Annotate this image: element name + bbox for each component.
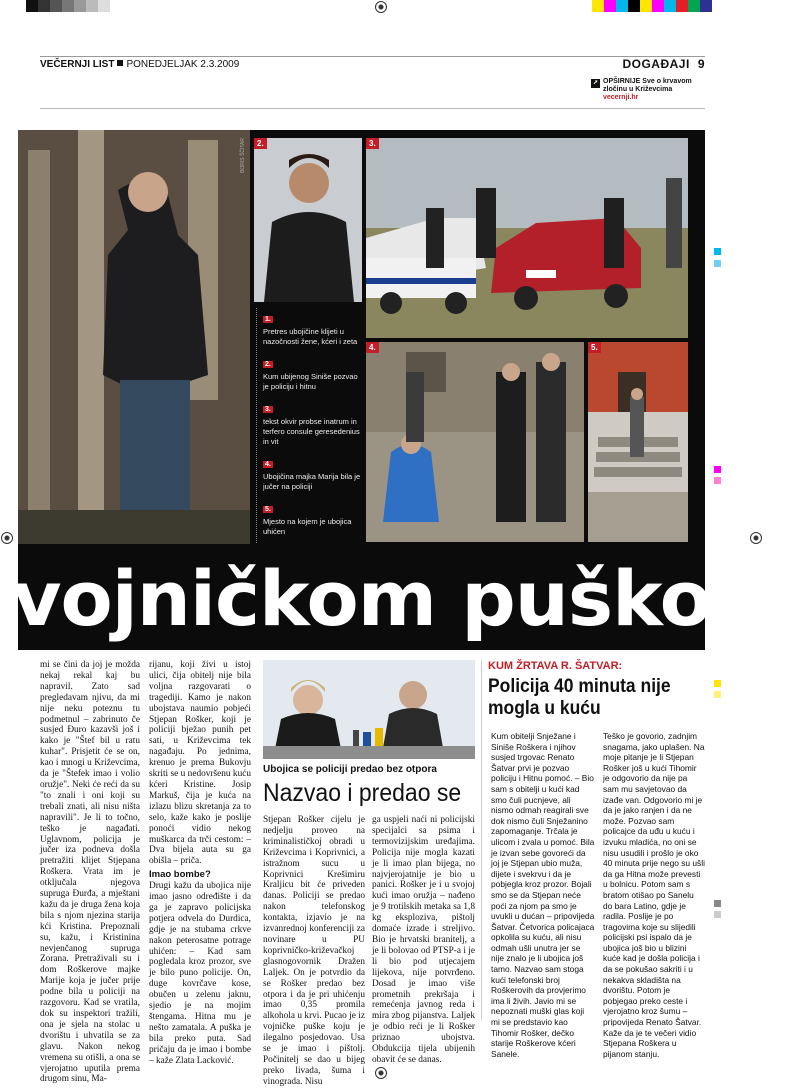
side-story-column-2: [603, 731, 705, 1059]
issue-date: PONEDJELJAK 2.3.2009: [126, 59, 240, 70]
section-name: DOGAĐAJI: [622, 57, 690, 71]
header-left: [40, 59, 239, 70]
color-swatch: [592, 0, 604, 12]
photo-block: [12, 130, 789, 650]
gray-swatch: [50, 0, 62, 12]
photo-man-with-shotgun-scene: [18, 130, 250, 544]
color-swatch: [712, 0, 724, 12]
registration-mark-right: [750, 532, 762, 544]
mid-story-column-1: [263, 815, 365, 1088]
registration-mark-bottom: [375, 1067, 387, 1079]
web-teaser-text: OPŠIRNIJE Sve o krvavom zločinu u Križevcima: [603, 78, 692, 93]
photo-3-illustration: [366, 138, 688, 338]
column-divider: [481, 660, 482, 1020]
color-swatch: [640, 0, 652, 12]
side-story-headline: Policija 40 minuta nije mogla u kuću: [488, 676, 671, 719]
web-teaser[interactable]: [592, 78, 705, 102]
header-rule: [40, 108, 705, 109]
caption-text: Pretres ubojičine klijeti u nazočnosti žene, kćeri i zeta: [263, 327, 358, 346]
page-header: [40, 56, 705, 74]
side-swatch-gray-2: [714, 911, 721, 918]
side-swatch-cyan-2: [714, 260, 721, 267]
color-swatch: [628, 0, 640, 12]
pointer-icon: ➚: [592, 80, 599, 86]
photo-kum-portrait: [254, 138, 362, 302]
photo-mother-on-chair: [366, 342, 584, 542]
caption-text: Kum ubijenog Siniše pozvao je policiju i hitnu: [263, 372, 358, 391]
photo-number-5: 5.: [588, 342, 601, 353]
caption-text: tekst okvir probse inatrum in terfero consule geresedenius in vit: [263, 417, 360, 446]
side-story-text-2: Teško je govorio, zadnjim snagama, jako uplašen. Na moje pitanje je li Stjepan Rošker još u kući Tihomir je odgovorio da nije pa sam mu savjetovao da izađe van. Odgovorio mi je da je jako ranjen i da ne može. Pozvao sam policajce da uđu u kuću i izvuku mladića, no oni se nisu usudili i prošlo je oko 40 minuta prije nego su ušli da ga Hitna može prevesti u bolnicu. Potom sam s bratom otišao po Sanelu do bara Latino, gdje je radila. Poslije je po tragovima koje su slijedili policijski psi ispalo da je ubojica još bio u blizini kuće kad je došla policija i da se pokušao sakriti i u nekakva skladišta na dvorištu. Potom je pobjegao preko ceste i vjerojatno kroz šumu – pripovijeda Renato Šatvar. Kaže da je te večeri vidio Stjepana Roškera u pijanom stanju.: [603, 731, 705, 1059]
side-swatch-cyan: [714, 248, 721, 255]
mid-story-text-1: Stjepan Rošker cijelu je nedjelju proveo na kriminalističkoj obradi u Križevcima i Koprivnici, a istražnom sucu u Koprivnici Krešimiru Kraljicu bit će priveden danas. Policiji se predao nakon telefonskog kontakta, izjavio je na izvanrednoj konferenciji za novinare u PU koprivničko-križevačkoj glasnogovornik Dražen Laljek. On je potvrdio da se Rošker predao bez otpora i da je pri uhićenju imao 0,35 promila alkohola u krvi. Pucao je iz vojničke puške koju je ilegalno posjedovao. Usa se je imao i pištolj. Počinitelj se dao u bijeg preko livada, šuma i vinograda. Nisu: [263, 815, 365, 1087]
side-swatch-yellow-2: [714, 691, 721, 698]
color-swatch: [676, 0, 688, 12]
photo-number-4: 4.: [366, 342, 379, 353]
process-color-bar: [592, 0, 724, 12]
photo-number-3: 3.: [366, 138, 379, 149]
page-number: 9: [697, 57, 705, 71]
color-swatch: [688, 0, 700, 12]
caption-number: 4.: [265, 461, 271, 468]
caption-number: 3.: [265, 406, 271, 413]
caption-number: 2.: [265, 361, 271, 368]
gray-swatch: [26, 0, 38, 12]
caption-number: 1.: [265, 316, 271, 323]
color-swatch: [700, 0, 712, 12]
main-story-text-3: Drugi kažu da ubojica nije imao jasno određište i da ga je zapravo policijska potjera odvela do Durdica, gdje je na stubama crkve nakon peterosatne potrage uhićen: – Kad sam pogledala kroz prozor, sve je bilo puno policije. On, duge kovrčave kose, obučen u zelenu jaknu, sjedio je na mojim štengama. Hitna mu je nešto zamatala. A puška je bila preko puta. Sad pričaju da je imao i bombe – kaže Zlata Lacković.: [149, 881, 251, 1066]
caption-3: [263, 398, 362, 447]
side-story-kicker: KUM ŽRTAVA R. ŠATVAR:: [488, 660, 623, 672]
side-story-text-1: Kum obitelji Snježane i Siniše Roškera i njihov susjed trgovac Renato Šatvar prvi je pozvao policiju i Hitnu pomoć. – Bio sam s obitelji u kući kad smo čuli pucnjeve, ali nismo odmah reagirali sve dok nismo čuli Snježanino zapomaganje. Trčala je ulicom i zvala u pomoć. Bila je izvan sebe govoreći da joj je Stjepan ubio muža, dijete i svekrvu i da je pobjegla kroz prozor. Bojali smo se da Stjepan neće poći za njom pa smo je uvukli u dućan – pripovijeda Šatvar. Četvorica policajaca opkolila su kuću, ali nisu odmah ušli unutra jer se nije znalo je li ubojica još tamo. Nazvao sam stoga kući telefonski broj Roškerovih da provjerimo ima li živih. Javio mi se nepoznati muški glas koji mi se predstavio kao Tihomir Rošker, dečko starije Roškerove kćeri Sanele.: [491, 731, 595, 1059]
gray-swatch: [62, 0, 74, 12]
caption-text: Ubojičina majka Marija bila je jučer na policiji: [263, 472, 361, 491]
side-swatch-gray: [714, 900, 721, 907]
side-story-column-1: [491, 731, 595, 1059]
main-story-column-1: [40, 660, 140, 1085]
main-story-text-2: rijanu, koji živi u istoj ulici, čija obitelj nije bila voljna razgovarati o tragediji. Kamo je nakon ubojstava naumio pobjeći Stjepan Rošker, koji je policiji bježao punih pet sati, u Križevcima tek nagađaju. Po jednima, krenuo je prema Bukovju skriti se u nedovršenu kuću kćeri Kristine. Josip Markuš, čija je kuća na izlazu blizu skretanja za to selo, kaže kako je poslije ponoći vidio nekog muškarca da trči cestom: – Dva bijela auta su ga obišla – priča.: [149, 660, 251, 867]
color-swatch: [652, 0, 664, 12]
mid-story-kicker: Ubojica se policiji predao bez otpora: [263, 764, 437, 775]
mid-story-headline: Nazvao i predao se: [263, 779, 462, 807]
header-square-icon: [117, 60, 123, 66]
press-conference-photo: [263, 660, 475, 759]
gray-swatch: [110, 0, 122, 12]
gray-swatch: [86, 0, 98, 12]
caption-2: [263, 353, 362, 392]
photo-captions: [256, 308, 362, 543]
color-swatch: [664, 0, 676, 12]
gray-swatch: [74, 0, 86, 12]
side-swatch-yellow: [714, 680, 721, 687]
registration-mark-top: [375, 1, 387, 13]
gray-swatch: [38, 0, 50, 12]
photo-arrest-location: [588, 342, 688, 542]
caption-1: [263, 308, 362, 347]
photo-4-illustration: [366, 342, 584, 542]
caption-4: [263, 453, 362, 492]
press-photo-illustration: [263, 660, 475, 759]
caption-number: 5.: [265, 506, 271, 513]
photo-5-illustration: [588, 342, 688, 542]
header-right: [622, 57, 705, 71]
caption-5: [263, 498, 362, 537]
big-headline: vojničkom puškom: [12, 554, 789, 643]
photo-2-illustration: [254, 138, 362, 302]
caption-text: Mjesto na kojem je ubojica uhićen: [263, 517, 352, 536]
registration-mark-left: [1, 532, 13, 544]
side-swatch-magenta-2: [714, 477, 721, 484]
photo-police-and-cars: [366, 138, 688, 338]
main-story-subhead: Imao bombe?: [149, 869, 211, 881]
side-swatch-magenta: [714, 466, 721, 473]
mid-story-text-2: ga uspjeli naći ni policijski specijalci sa psima i termovizijskim uređajima. Policija nije mogla kazati je li imao plan bijega, no najvjerojatnije je bio u panici. Rošker je i u svojoj kući imao oružja – nađeno je 9 trotilskih metaka sa 1,8 kg eksploziva, pištolj domaće izrade i streljivo. Bio je hrvatski branitelj, a je li bolovao od PTSP-a i je li bio pod utjecajem lijekova, nije potvrđeno. Dosad je imao više prometnih prekršaja i remećenja javnog reda i mira zbog pijanstva. Laljek je odbio reći je li Rošker priznao ubojstva. Obdukcija tijela ubijenih obavit će se danas.: [372, 815, 475, 1065]
gray-swatch: [98, 0, 110, 12]
mid-story-column-2: [372, 815, 475, 1066]
paper-name: VEČERNJI LIST: [40, 59, 115, 70]
main-story-text-1: mi se čini da joj je možda nekaj rekal kaj bu napravil. Zato sad pregledavam njivu, da mi nije neku poteznu tu podmetnul – zabrinuto če susjed Đuro kazavši još i kako je "Štef bil u ratu kuhar". Prisjetit će se on, kao i mnogi u Križevcima, da je "Štefek imao i volio oružje". Neki će reći da su "to znali i oni koji su trebali znati, ali nisu ništa napravili". Je li to točno, teško je nagađati. Uglavnom, policija je jučer iza podneva došla pretražiti klijet Stjepana Roškera. Vrata im je otključala njegova supruga Đurđa, a mještani kažu da je druga žena koja bila s njom njezina starija kći Kristina. Prepoznali su, kažu, i Kristinina nevjenčanog supruga Zorana. Pretraživali su i dom Roškerove majke Marije koja je jučer prije podne bila u policiji na razgovoru. Kad se vratila, dok su inspektori tražili, ona je sjela na stolac u dvorištu i uhvatila se za glavu. Nakon nekog vremena su otišli, a ona se vjerojatno uputila prema drugom sinu, Ma-: [40, 660, 140, 1085]
photo-credit: BORIS ŠČITAR: [240, 138, 246, 173]
photo-number-2: 2.: [254, 138, 267, 149]
photo-1-illustration: [18, 130, 250, 544]
color-swatch: [616, 0, 628, 12]
gray-color-bar: [26, 0, 122, 12]
color-swatch: [604, 0, 616, 12]
web-teaser-link[interactable]: vecernji.hr: [603, 94, 639, 101]
main-story-column-2: [149, 660, 251, 1067]
